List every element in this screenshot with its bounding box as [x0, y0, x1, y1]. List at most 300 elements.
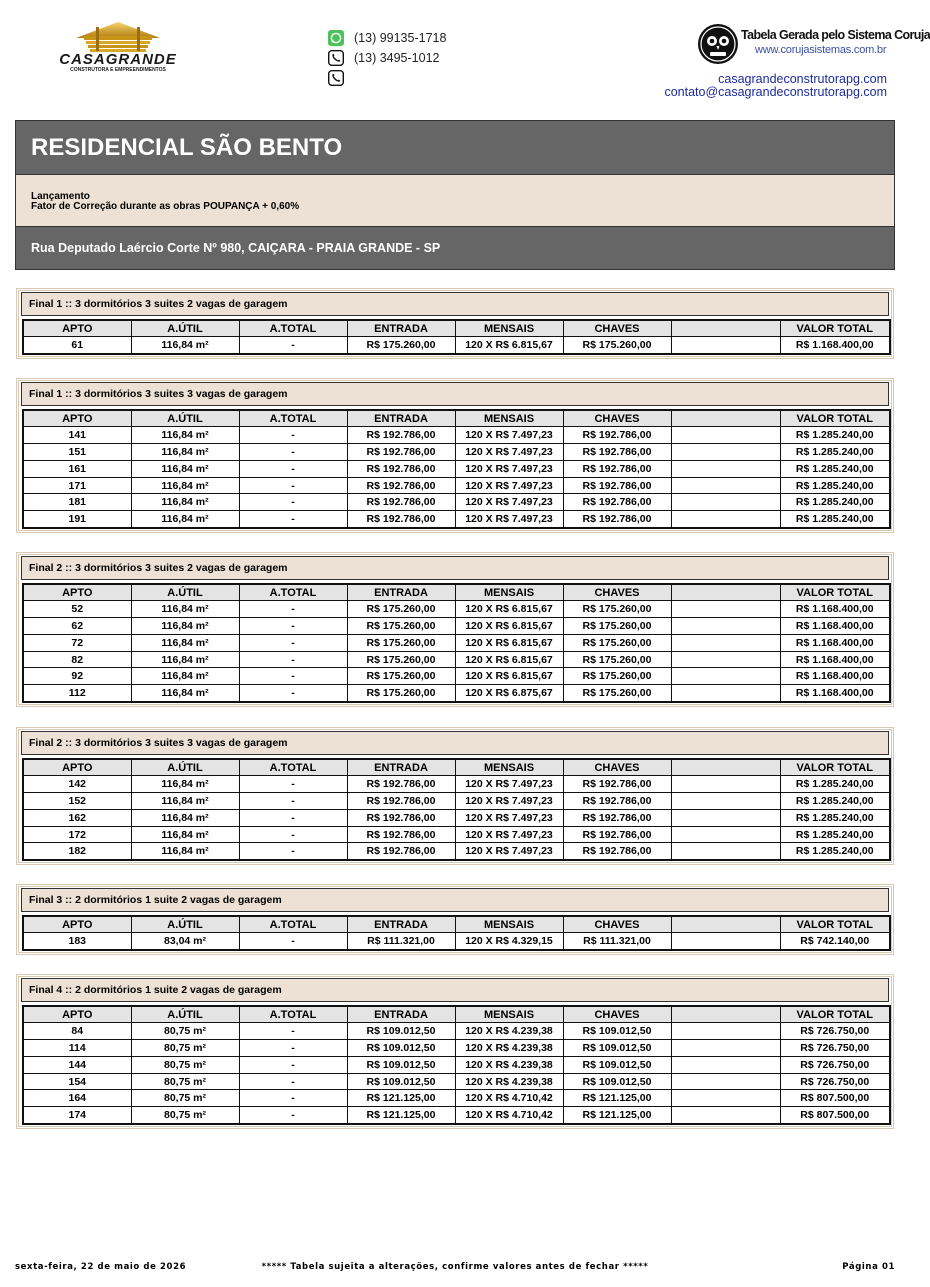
column-header: MENSAIS — [455, 1006, 563, 1023]
coruja-site-link[interactable]: www.corujasistemas.com.br — [755, 44, 887, 56]
table-cell: - — [239, 634, 347, 651]
table-cell: 120 X R$ 7.497,23 — [455, 776, 563, 793]
table-row[interactable] — [23, 601, 890, 618]
table-cell — [671, 1023, 780, 1040]
table-cell: R$ 192.786,00 — [347, 494, 455, 511]
table-cell: 82 — [23, 651, 131, 668]
table-cell: - — [239, 460, 347, 477]
column-header — [671, 410, 780, 427]
table-cell: R$ 192.786,00 — [347, 477, 455, 494]
table-cell: 120 X R$ 7.497,23 — [455, 793, 563, 810]
table-cell: R$ 175.260,00 — [347, 634, 455, 651]
table-cell: 120 X R$ 7.497,23 — [455, 511, 563, 528]
table-cell: R$ 192.786,00 — [347, 444, 455, 461]
table-header-row — [23, 584, 890, 601]
column-header: CHAVES — [563, 320, 671, 337]
table-cell: 116,84 m² — [131, 634, 239, 651]
table-row[interactable] — [23, 444, 890, 461]
table-cell: 116,84 m² — [131, 427, 239, 444]
column-header — [671, 1006, 780, 1023]
table-cell: 120 X R$ 4.329,15 — [455, 933, 563, 950]
column-header: VALOR TOTAL — [780, 759, 890, 776]
table-cell: R$ 175.260,00 — [347, 337, 455, 354]
table-row[interactable] — [23, 460, 890, 477]
svg-text:CASAGRANDE: CASAGRANDE — [59, 51, 177, 68]
column-header: MENSAIS — [455, 759, 563, 776]
table-cell: 181 — [23, 494, 131, 511]
address-text: Rua Deputado Laércio Corte Nº 980, CAIÇARA - PRAIA GRANDE - SP — [31, 241, 441, 255]
table-cell: 120 X R$ 7.497,23 — [455, 843, 563, 860]
table-cell: R$ 1.168.400,00 — [780, 337, 890, 354]
table-cell: R$ 1.285.240,00 — [780, 843, 890, 860]
table-cell: 116,84 m² — [131, 843, 239, 860]
column-header: A.ÚTIL — [131, 916, 239, 933]
correction-factor: Fator de Correção durante as obras POUPANÇA + 0,60% — [31, 201, 300, 212]
table-row[interactable] — [23, 809, 890, 826]
column-header: APTO — [23, 759, 131, 776]
table-cell: R$ 1.285.240,00 — [780, 477, 890, 494]
column-header: A.TOTAL — [239, 320, 347, 337]
page-header — [0, 0, 930, 110]
table-cell: 161 — [23, 460, 131, 477]
table-cell: R$ 175.260,00 — [563, 685, 671, 702]
table-row[interactable] — [23, 1056, 890, 1073]
table-cell: R$ 175.260,00 — [347, 618, 455, 635]
table-row[interactable] — [23, 494, 890, 511]
table-cell: 116,84 m² — [131, 826, 239, 843]
table-cell — [671, 809, 780, 826]
table-cell — [671, 1040, 780, 1057]
table-row[interactable] — [23, 1073, 890, 1090]
table-cell: R$ 1.285.240,00 — [780, 776, 890, 793]
table-cell: R$ 175.260,00 — [563, 651, 671, 668]
table-cell: R$ 192.786,00 — [347, 460, 455, 477]
table-cell — [671, 843, 780, 860]
table-cell: 72 — [23, 634, 131, 651]
section-title: Final 1 :: 3 dormitórios 3 suites 3 vagas de garagem — [21, 382, 889, 406]
table-cell: R$ 109.012,50 — [563, 1073, 671, 1090]
column-header: CHAVES — [563, 1006, 671, 1023]
table-cell: R$ 192.786,00 — [563, 843, 671, 860]
column-header: VALOR TOTAL — [780, 1006, 890, 1023]
table-cell: 174 — [23, 1107, 131, 1124]
column-header — [671, 584, 780, 601]
table-cell: R$ 192.786,00 — [563, 427, 671, 444]
table-cell: R$ 192.786,00 — [347, 776, 455, 793]
price-section — [16, 378, 894, 533]
casagrande-logo — [36, 20, 201, 78]
table-cell: 114 — [23, 1040, 131, 1057]
table-cell — [671, 427, 780, 444]
price-table — [22, 758, 891, 861]
table-row[interactable] — [23, 1040, 890, 1057]
column-header: A.TOTAL — [239, 916, 347, 933]
column-header: ENTRADA — [347, 1006, 455, 1023]
table-cell: 120 X R$ 6.815,67 — [455, 618, 563, 635]
table-cell: R$ 726.750,00 — [780, 1040, 890, 1057]
table-cell: R$ 175.260,00 — [347, 601, 455, 618]
table-cell: 116,84 m² — [131, 618, 239, 635]
table-cell: R$ 1.285.240,00 — [780, 826, 890, 843]
table-cell: - — [239, 1107, 347, 1124]
price-section — [16, 552, 894, 707]
section-title: Final 2 :: 3 dormitórios 3 suites 3 vagas de garagem — [21, 731, 889, 755]
table-cell: R$ 111.321,00 — [563, 933, 671, 950]
table-cell: - — [239, 601, 347, 618]
table-cell: - — [239, 776, 347, 793]
table-cell: 120 X R$ 4.710,42 — [455, 1090, 563, 1107]
table-row[interactable] — [23, 668, 890, 685]
table-cell: 191 — [23, 511, 131, 528]
table-cell: 120 X R$ 4.239,38 — [455, 1056, 563, 1073]
price-table — [22, 915, 891, 951]
price-section — [16, 727, 894, 865]
column-header: VALOR TOTAL — [780, 410, 890, 427]
table-cell: 120 X R$ 6.815,67 — [455, 668, 563, 685]
column-header — [671, 320, 780, 337]
table-cell: 120 X R$ 7.497,23 — [455, 809, 563, 826]
table-cell: R$ 726.750,00 — [780, 1023, 890, 1040]
column-header: APTO — [23, 1006, 131, 1023]
table-cell: R$ 192.786,00 — [347, 826, 455, 843]
table-cell: R$ 109.012,50 — [563, 1056, 671, 1073]
footer-date: sexta-feira, 22 de maio de 2026 — [15, 1262, 187, 1272]
column-header: APTO — [23, 584, 131, 601]
price-table — [22, 319, 891, 355]
table-row[interactable] — [23, 1107, 890, 1124]
table-row[interactable] — [23, 511, 890, 528]
table-cell: 152 — [23, 793, 131, 810]
footer-notice: ***** Tabela sujeita a alterações, confirme valores antes de fechar ***** — [261, 1262, 649, 1272]
table-cell: - — [239, 444, 347, 461]
table-cell: 80,75 m² — [131, 1073, 239, 1090]
table-cell: 162 — [23, 809, 131, 826]
table-cell — [671, 826, 780, 843]
section-title: Final 1 :: 3 dormitórios 3 suites 2 vagas de garagem — [21, 292, 889, 316]
table-row[interactable] — [23, 477, 890, 494]
table-row[interactable] — [23, 618, 890, 635]
table-cell: R$ 1.168.400,00 — [780, 685, 890, 702]
column-header: A.ÚTIL — [131, 1006, 239, 1023]
price-table — [22, 409, 891, 529]
column-header: A.ÚTIL — [131, 320, 239, 337]
table-cell: 116,84 m² — [131, 601, 239, 618]
table-cell: R$ 807.500,00 — [780, 1107, 890, 1124]
table-row[interactable] — [23, 1090, 890, 1107]
table-cell: 116,84 m² — [131, 685, 239, 702]
website-link[interactable]: casagrandeconstrutorapg.com — [718, 72, 887, 86]
table-cell: 112 — [23, 685, 131, 702]
section-title: Final 2 :: 3 dormitórios 3 suites 2 vagas de garagem — [21, 556, 889, 580]
table-cell: R$ 192.786,00 — [563, 809, 671, 826]
table-cell: 116,84 m² — [131, 668, 239, 685]
column-header: MENSAIS — [455, 320, 563, 337]
table-cell: R$ 175.260,00 — [347, 668, 455, 685]
column-header: APTO — [23, 410, 131, 427]
table-cell: 116,84 m² — [131, 444, 239, 461]
column-header: A.ÚTIL — [131, 759, 239, 776]
table-cell: 120 X R$ 4.239,38 — [455, 1040, 563, 1057]
table-cell: R$ 111.321,00 — [347, 933, 455, 950]
table-row[interactable] — [23, 793, 890, 810]
column-header: VALOR TOTAL — [780, 916, 890, 933]
table-cell — [671, 651, 780, 668]
whatsapp-number: (13) 99135-1718 — [354, 31, 447, 45]
table-cell: R$ 1.285.240,00 — [780, 809, 890, 826]
table-cell — [671, 793, 780, 810]
table-row[interactable] — [23, 933, 890, 950]
table-cell: R$ 109.012,50 — [563, 1023, 671, 1040]
column-header: A.TOTAL — [239, 1006, 347, 1023]
table-row[interactable] — [23, 1023, 890, 1040]
table-cell: R$ 1.168.400,00 — [780, 651, 890, 668]
phone-icon — [328, 70, 344, 86]
table-cell: - — [239, 809, 347, 826]
table-cell — [671, 477, 780, 494]
section-title: Final 3 :: 2 dormitórios 1 suite 2 vagas de garagem — [21, 888, 889, 912]
column-header: CHAVES — [563, 759, 671, 776]
table-cell: R$ 109.012,50 — [347, 1023, 455, 1040]
table-cell: R$ 192.786,00 — [347, 511, 455, 528]
table-cell — [671, 460, 780, 477]
table-cell: 116,84 m² — [131, 511, 239, 528]
table-row[interactable] — [23, 634, 890, 651]
table-cell: - — [239, 651, 347, 668]
table-cell: R$ 192.786,00 — [563, 793, 671, 810]
table-cell: 120 X R$ 7.497,23 — [455, 494, 563, 511]
table-row[interactable] — [23, 776, 890, 793]
address-bar — [16, 227, 894, 269]
table-cell: R$ 121.125,00 — [347, 1107, 455, 1124]
contact-list — [328, 28, 446, 88]
table-cell: 120 X R$ 7.497,23 — [455, 427, 563, 444]
table-cell: - — [239, 1090, 347, 1107]
column-header: ENTRADA — [347, 320, 455, 337]
table-cell: 62 — [23, 618, 131, 635]
table-cell: R$ 807.500,00 — [780, 1090, 890, 1107]
table-header-row — [23, 320, 890, 337]
info-bar — [16, 175, 894, 227]
table-cell: R$ 109.012,50 — [347, 1073, 455, 1090]
table-cell: 120 X R$ 4.239,38 — [455, 1023, 563, 1040]
table-row[interactable] — [23, 651, 890, 668]
section-title: Final 4 :: 2 dormitórios 1 suite 2 vagas de garagem — [21, 978, 889, 1002]
column-header: MENSAIS — [455, 916, 563, 933]
table-cell: 116,84 m² — [131, 494, 239, 511]
table-cell: 141 — [23, 427, 131, 444]
table-cell: R$ 192.786,00 — [563, 511, 671, 528]
table-cell: 172 — [23, 826, 131, 843]
table-cell — [671, 668, 780, 685]
table-cell: R$ 175.260,00 — [563, 668, 671, 685]
table-cell: - — [239, 793, 347, 810]
table-cell: - — [239, 1073, 347, 1090]
column-header: VALOR TOTAL — [780, 320, 890, 337]
table-header-row — [23, 410, 890, 427]
column-header: ENTRADA — [347, 759, 455, 776]
column-header: MENSAIS — [455, 410, 563, 427]
table-header-row — [23, 1006, 890, 1023]
table-cell: 120 X R$ 6.875,67 — [455, 685, 563, 702]
table-cell: R$ 192.786,00 — [563, 494, 671, 511]
price-section — [16, 288, 894, 359]
table-cell: R$ 192.786,00 — [563, 477, 671, 494]
table-cell: 80,75 m² — [131, 1023, 239, 1040]
table-cell — [671, 601, 780, 618]
column-header: A.ÚTIL — [131, 584, 239, 601]
table-cell: R$ 726.750,00 — [780, 1073, 890, 1090]
table-cell — [671, 494, 780, 511]
table-cell: R$ 109.012,50 — [347, 1040, 455, 1057]
contact-phone[interactable] — [328, 48, 446, 68]
coruja-title: Tabela Gerada pelo Sistema Coruja — [741, 28, 930, 42]
contact-whatsapp[interactable] — [328, 28, 446, 48]
table-cell: 80,75 m² — [131, 1040, 239, 1057]
table-cell: 92 — [23, 668, 131, 685]
column-header: ENTRADA — [347, 410, 455, 427]
development-info — [15, 120, 895, 270]
table-cell: 142 — [23, 776, 131, 793]
table-header-row — [23, 759, 890, 776]
table-cell: 80,75 m² — [131, 1107, 239, 1124]
table-cell: 120 X R$ 4.239,38 — [455, 1073, 563, 1090]
table-cell: R$ 192.786,00 — [563, 444, 671, 461]
column-header: A.TOTAL — [239, 410, 347, 427]
table-cell: R$ 192.786,00 — [347, 809, 455, 826]
table-cell: 164 — [23, 1090, 131, 1107]
table-cell: R$ 121.125,00 — [563, 1090, 671, 1107]
table-cell: 116,84 m² — [131, 776, 239, 793]
table-cell — [671, 444, 780, 461]
table-cell: R$ 726.750,00 — [780, 1056, 890, 1073]
table-cell: 116,84 m² — [131, 337, 239, 354]
table-cell — [671, 618, 780, 635]
table-row[interactable] — [23, 685, 890, 702]
table-cell: 61 — [23, 337, 131, 354]
table-cell: 182 — [23, 843, 131, 860]
table-cell: - — [239, 826, 347, 843]
table-cell: 120 X R$ 6.815,67 — [455, 337, 563, 354]
table-cell — [671, 1056, 780, 1073]
table-cell: R$ 121.125,00 — [347, 1090, 455, 1107]
table-cell: 120 X R$ 6.815,67 — [455, 634, 563, 651]
table-cell: - — [239, 668, 347, 685]
table-cell: 84 — [23, 1023, 131, 1040]
table-cell: - — [239, 477, 347, 494]
table-cell: - — [239, 1056, 347, 1073]
table-cell: R$ 175.260,00 — [347, 651, 455, 668]
table-cell: - — [239, 843, 347, 860]
price-table — [22, 1005, 891, 1125]
table-cell: R$ 1.285.240,00 — [780, 460, 890, 477]
table-cell: 116,84 m² — [131, 809, 239, 826]
page-title: RESIDENCIAL SÃO BENTO — [31, 133, 343, 161]
table-row[interactable] — [23, 826, 890, 843]
column-header: APTO — [23, 916, 131, 933]
phone-number: (13) 3495-1012 — [354, 51, 440, 65]
column-header: VALOR TOTAL — [780, 584, 890, 601]
column-header — [671, 916, 780, 933]
table-header-row — [23, 916, 890, 933]
table-row[interactable] — [23, 843, 890, 860]
table-cell: R$ 1.168.400,00 — [780, 668, 890, 685]
table-cell: R$ 1.285.240,00 — [780, 444, 890, 461]
table-cell: R$ 192.786,00 — [563, 826, 671, 843]
table-cell: R$ 192.786,00 — [563, 460, 671, 477]
table-cell: R$ 121.125,00 — [563, 1107, 671, 1124]
table-cell: 183 — [23, 933, 131, 950]
table-cell — [671, 1107, 780, 1124]
column-header: ENTRADA — [347, 584, 455, 601]
table-cell: 116,84 m² — [131, 793, 239, 810]
table-cell: 154 — [23, 1073, 131, 1090]
table-cell — [671, 511, 780, 528]
table-cell: 120 X R$ 6.815,67 — [455, 601, 563, 618]
table-cell: R$ 192.786,00 — [347, 843, 455, 860]
price-table — [22, 583, 891, 703]
table-cell: R$ 175.260,00 — [563, 618, 671, 635]
table-cell: - — [239, 1023, 347, 1040]
table-cell: R$ 1.285.240,00 — [780, 793, 890, 810]
table-cell: 116,84 m² — [131, 477, 239, 494]
table-cell: R$ 192.786,00 — [347, 427, 455, 444]
table-cell — [671, 1090, 780, 1107]
table-cell: 120 X R$ 6.815,67 — [455, 651, 563, 668]
table-cell: R$ 742.140,00 — [780, 933, 890, 950]
table-cell — [671, 933, 780, 950]
launch-label: Lançamento — [31, 191, 90, 202]
table-cell: - — [239, 337, 347, 354]
table-cell — [671, 685, 780, 702]
column-header: CHAVES — [563, 916, 671, 933]
table-cell: 120 X R$ 7.497,23 — [455, 460, 563, 477]
table-cell: R$ 1.285.240,00 — [780, 511, 890, 528]
table-cell: R$ 175.260,00 — [347, 685, 455, 702]
table-cell — [671, 776, 780, 793]
table-cell: 120 X R$ 4.710,42 — [455, 1107, 563, 1124]
column-header: APTO — [23, 320, 131, 337]
title-bar — [16, 121, 894, 175]
table-cell: 80,75 m² — [131, 1056, 239, 1073]
price-section — [16, 974, 894, 1129]
table-cell: - — [239, 1040, 347, 1057]
table-cell — [671, 634, 780, 651]
table-cell: 83,04 m² — [131, 933, 239, 950]
table-row[interactable] — [23, 337, 890, 354]
email-link[interactable]: contato@casagrandeconstrutorapg.com — [664, 85, 887, 99]
table-cell: R$ 1.168.400,00 — [780, 601, 890, 618]
table-cell: 151 — [23, 444, 131, 461]
table-cell: R$ 109.012,50 — [347, 1056, 455, 1073]
table-cell: 120 X R$ 7.497,23 — [455, 477, 563, 494]
table-cell: - — [239, 618, 347, 635]
table-cell: R$ 192.786,00 — [563, 776, 671, 793]
table-cell: 80,75 m² — [131, 1090, 239, 1107]
table-cell: - — [239, 494, 347, 511]
table-cell: R$ 175.260,00 — [563, 601, 671, 618]
table-cell: R$ 175.260,00 — [563, 634, 671, 651]
table-cell: R$ 1.168.400,00 — [780, 634, 890, 651]
column-header: CHAVES — [563, 410, 671, 427]
table-cell — [671, 1073, 780, 1090]
table-cell: - — [239, 427, 347, 444]
table-cell: R$ 1.285.240,00 — [780, 494, 890, 511]
table-cell: R$ 1.168.400,00 — [780, 618, 890, 635]
table-cell: 171 — [23, 477, 131, 494]
table-cell: - — [239, 511, 347, 528]
table-row[interactable] — [23, 427, 890, 444]
contact-phone-2[interactable] — [328, 68, 446, 88]
